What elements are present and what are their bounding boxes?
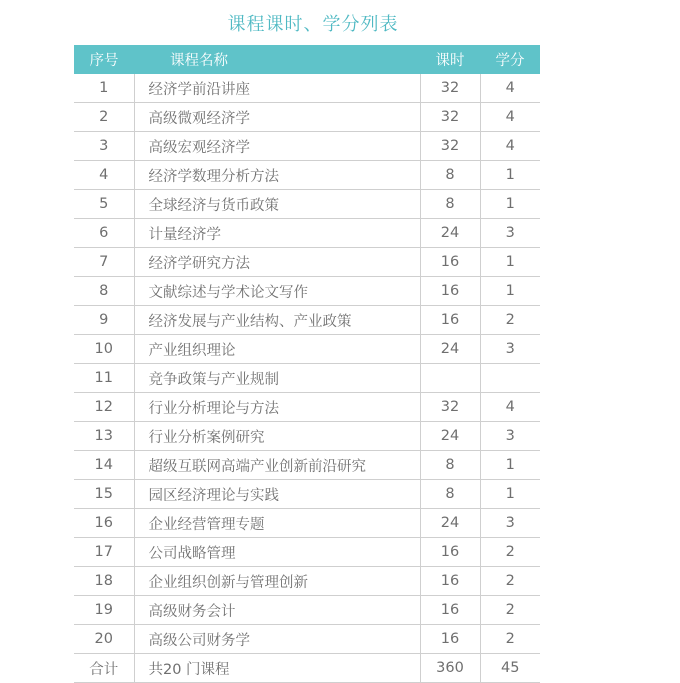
cell-hours: 16: [420, 306, 480, 335]
cell-hours: 16: [420, 248, 480, 277]
cell-no: 7: [74, 248, 134, 277]
cell-course-name: 园区经济理论与实践: [134, 480, 420, 509]
cell-spacer: [540, 364, 561, 393]
cell-no: 6: [74, 219, 134, 248]
cell-spacer: [540, 132, 561, 161]
cell-hours: 360: [420, 654, 480, 683]
table-row: [74, 335, 561, 364]
cell-credit: 4: [480, 103, 540, 132]
cell-hours: 24: [420, 335, 480, 364]
table-row: [74, 625, 561, 654]
cell-course-name: 高级公司财务学: [134, 625, 420, 654]
table-row: [74, 219, 561, 248]
table-row: [74, 132, 561, 161]
cell-hours: 16: [420, 625, 480, 654]
cell-spacer: [540, 509, 561, 538]
cell-hours: 24: [420, 219, 480, 248]
cell-spacer: [540, 219, 561, 248]
cell-credit: 3: [480, 335, 540, 364]
table-row: [74, 480, 561, 509]
cell-credit: 1: [480, 451, 540, 480]
cell-no: 5: [74, 190, 134, 219]
cell-credit: 2: [480, 538, 540, 567]
cell-credit: 4: [480, 393, 540, 422]
cell-hours: 16: [420, 538, 480, 567]
cell-hours: 8: [420, 161, 480, 190]
cell-credit: 2: [480, 567, 540, 596]
cell-spacer: [540, 654, 561, 683]
cell-credit: 1: [480, 277, 540, 306]
cell-course-name: 行业分析理论与方法: [134, 393, 420, 422]
cell-course-name: 高级财务会计: [134, 596, 420, 625]
cell-course-name: 企业组织创新与管理创新: [134, 567, 420, 596]
course-table: [74, 45, 561, 683]
cell-course-name: 公司战略管理: [134, 538, 420, 567]
cell-no: 2: [74, 103, 134, 132]
cell-credit: 4: [480, 132, 540, 161]
cell-hours: 8: [420, 480, 480, 509]
cell-course-name: 经济学数理分析方法: [134, 161, 420, 190]
cell-credit: 2: [480, 596, 540, 625]
table-body: [74, 74, 561, 683]
cell-hours: [420, 364, 480, 393]
cell-no: 14: [74, 451, 134, 480]
table-row: [74, 451, 561, 480]
cell-spacer: [540, 625, 561, 654]
cell-credit: 1: [480, 190, 540, 219]
cell-credit: 1: [480, 248, 540, 277]
cell-spacer: [540, 335, 561, 364]
table-row: [74, 248, 561, 277]
cell-course-name: 竞争政策与产业规制: [134, 364, 420, 393]
cell-spacer: [540, 74, 561, 103]
table-row: [74, 538, 561, 567]
cell-no: 20: [74, 625, 134, 654]
cell-spacer: [540, 480, 561, 509]
cell-hours: 32: [420, 103, 480, 132]
cell-credit: 45: [480, 654, 540, 683]
cell-credit: [480, 364, 540, 393]
cell-spacer: [540, 103, 561, 132]
table-row: [74, 306, 561, 335]
cell-hours: 24: [420, 509, 480, 538]
cell-spacer: [540, 422, 561, 451]
cell-no: 4: [74, 161, 134, 190]
table-row: [74, 567, 561, 596]
cell-hours: 8: [420, 451, 480, 480]
cell-no: 3: [74, 132, 134, 161]
cell-course-name: 高级宏观经济学: [134, 132, 420, 161]
cell-credit: 3: [480, 422, 540, 451]
table-row: [74, 74, 561, 103]
cell-course-name: 文献综述与学术论文写作: [134, 277, 420, 306]
cell-hours: 8: [420, 190, 480, 219]
cell-no: 19: [74, 596, 134, 625]
table-row: [74, 393, 561, 422]
cell-spacer: [540, 567, 561, 596]
cell-course-name: 共20 门课程: [134, 654, 420, 683]
cell-credit: 1: [480, 161, 540, 190]
cell-spacer: [540, 277, 561, 306]
cell-spacer: [540, 306, 561, 335]
cell-no: 合计: [74, 654, 134, 683]
cell-spacer: [540, 538, 561, 567]
cell-course-name: 高级微观经济学: [134, 103, 420, 132]
table-header: [74, 45, 561, 74]
cell-course-name: 经济发展与产业结构、产业政策: [134, 306, 420, 335]
table-row: [74, 103, 561, 132]
header-spacer: [540, 45, 561, 74]
cell-no: 10: [74, 335, 134, 364]
cell-hours: 32: [420, 132, 480, 161]
cell-credit: 1: [480, 480, 540, 509]
cell-credit: 3: [480, 219, 540, 248]
table-row: [74, 596, 561, 625]
cell-spacer: [540, 451, 561, 480]
cell-no: 18: [74, 567, 134, 596]
cell-course-name: 超级互联网高端产业创新前沿研究: [134, 451, 420, 480]
cell-hours: 24: [420, 422, 480, 451]
cell-no: 12: [74, 393, 134, 422]
header-no: 序号: [74, 45, 134, 74]
table-row: [74, 277, 561, 306]
cell-no: 1: [74, 74, 134, 103]
header-hours: 课时: [420, 45, 480, 74]
header-credit: 学分: [480, 45, 540, 74]
cell-credit: 4: [480, 74, 540, 103]
cell-course-name: 经济学研究方法: [134, 248, 420, 277]
cell-course-name: 计量经济学: [134, 219, 420, 248]
cell-no: 9: [74, 306, 134, 335]
cell-hours: 32: [420, 74, 480, 103]
cell-hours: 16: [420, 596, 480, 625]
cell-credit: 2: [480, 625, 540, 654]
cell-spacer: [540, 161, 561, 190]
cell-course-name: 经济学前沿讲座: [134, 74, 420, 103]
cell-spacer: [540, 596, 561, 625]
cell-course-name: 全球经济与货币政策: [134, 190, 420, 219]
cell-course-name: 产业组织理论: [134, 335, 420, 364]
table-row: [74, 161, 561, 190]
cell-hours: 16: [420, 277, 480, 306]
cell-course-name: 企业经营管理专题: [134, 509, 420, 538]
cell-no: 16: [74, 509, 134, 538]
cell-spacer: [540, 248, 561, 277]
table-row: [74, 509, 561, 538]
cell-no: 8: [74, 277, 134, 306]
cell-hours: 16: [420, 567, 480, 596]
cell-no: 11: [74, 364, 134, 393]
total-row: [74, 654, 561, 683]
table-row: [74, 364, 561, 393]
cell-no: 15: [74, 480, 134, 509]
table-title: 课程课时、学分列表: [227, 14, 399, 35]
cell-hours: 32: [420, 393, 480, 422]
cell-spacer: [540, 393, 561, 422]
table-row: [74, 422, 561, 451]
cell-no: 13: [74, 422, 134, 451]
table-row: [74, 190, 561, 219]
cell-credit: 2: [480, 306, 540, 335]
header-name: 课程名称: [134, 45, 420, 74]
cell-course-name: 行业分析案例研究: [134, 422, 420, 451]
cell-credit: 3: [480, 509, 540, 538]
cell-no: 17: [74, 538, 134, 567]
cell-spacer: [540, 190, 561, 219]
